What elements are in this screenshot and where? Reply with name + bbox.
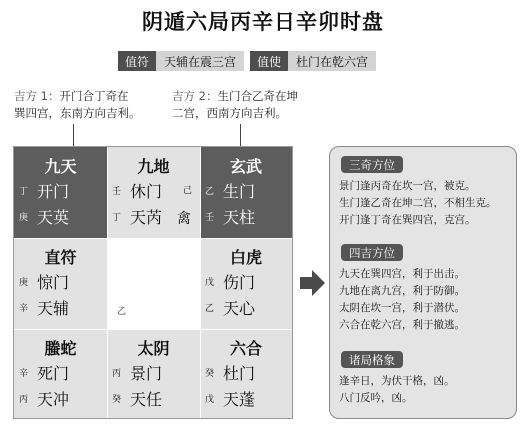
section-title-patterns: 诸局格象 — [341, 351, 403, 368]
earth-stem: 辛 — [19, 303, 29, 314]
star-name: 天柱 — [223, 207, 256, 227]
note-1-pointer — [73, 124, 74, 146]
door-name: 景门 — [130, 363, 163, 383]
section-line: 九天在巽四宫，利于出击。 — [339, 268, 465, 280]
section-line: 太阴在坎一宫，利于潜伏。 — [339, 302, 465, 314]
palace-god: 玄武 — [229, 157, 262, 176]
palace-northwest — [200, 329, 292, 418]
palace-star-row — [205, 205, 255, 227]
palace-star-row — [205, 387, 255, 409]
analysis-panel — [329, 146, 517, 419]
star-name: 天英 — [37, 207, 70, 227]
palace-god: 螣蛇 — [44, 339, 77, 358]
door-name: 杜门 — [223, 363, 256, 383]
duty-door-value: 杜门在乾六宫 — [288, 51, 376, 71]
nine-palace-grid — [13, 146, 293, 419]
palace-north — [107, 329, 200, 418]
palace-star-row — [205, 296, 255, 318]
section-line: 开门逢丁奇在巽四宫，克宫。 — [339, 214, 476, 226]
earth-stem: 戊 — [205, 394, 215, 405]
palace-god: 白虎 — [229, 248, 262, 267]
palace-star-row — [112, 205, 162, 227]
palace-door-row — [19, 361, 69, 383]
palace-god: 直符 — [44, 248, 77, 267]
heaven-stem: 丁 — [19, 186, 29, 197]
palace-west — [200, 238, 292, 329]
earth-stem: 乙 — [205, 303, 215, 314]
grid-divider — [200, 147, 201, 418]
section-line: 八门反吟，凶。 — [339, 392, 413, 404]
duty-door-label: 值使 — [250, 51, 288, 71]
heaven-stem: 戊 — [205, 277, 215, 288]
heaven-stem: 癸 — [205, 368, 215, 379]
door-name: 生门 — [223, 181, 256, 201]
heaven-stem: 辛 — [19, 368, 29, 379]
section-line: 景门逢丙奇在坎一宫，被克。 — [339, 180, 476, 192]
palace-star-row — [19, 296, 69, 318]
palace-star-row — [112, 387, 162, 409]
palace-star-row — [19, 205, 69, 227]
section-line: 六合在乾六宫，利于撤逃。 — [339, 319, 465, 331]
palace-south — [107, 147, 200, 238]
lodged-star: 禽 — [177, 211, 191, 227]
star-name: 天冲 — [37, 389, 70, 409]
section-line: 逢辛日，为伏干格，凶。 — [339, 375, 455, 387]
palace-god: 太阴 — [137, 339, 170, 358]
door-name: 伤门 — [223, 272, 256, 292]
palace-god: 九地 — [137, 157, 170, 176]
star-name: 天心 — [223, 298, 256, 318]
palace-door-row — [112, 179, 162, 201]
earth-stem: 癸 — [112, 394, 122, 405]
grid-divider — [14, 329, 292, 330]
door-name: 开门 — [37, 181, 70, 201]
section-line: 生门逢乙奇在坤二宫，不相生克。 — [339, 197, 497, 209]
palace-star-row — [19, 387, 69, 409]
palace-southeast — [14, 147, 107, 238]
duty-star-label: 值符 — [118, 51, 156, 71]
palace-door-row — [112, 361, 162, 383]
palace-center — [107, 238, 200, 329]
note-2-line1: 生门合乙奇在坤 — [217, 89, 298, 103]
duty-header — [118, 51, 376, 71]
palace-door-row — [205, 270, 255, 292]
palace-god: 九天 — [44, 157, 77, 176]
section-title-four-auspicious: 四吉方位 — [341, 244, 403, 261]
door-name: 惊门 — [37, 272, 70, 292]
earth-stem: 庚 — [19, 212, 29, 223]
earth-stem: 丁 — [112, 212, 122, 223]
door-name: 死门 — [37, 363, 70, 383]
star-name: 天蓬 — [223, 389, 256, 409]
hidden-stem: 己 — [183, 186, 193, 196]
note-2-pointer — [240, 124, 241, 146]
note-2-line2: 二宫，西南方向吉利。 — [172, 106, 287, 120]
auspicious-note-1 — [14, 88, 141, 122]
heaven-stem: 乙 — [205, 186, 215, 197]
heaven-stem: 庚 — [19, 277, 29, 288]
center-stem: 乙 — [117, 307, 127, 317]
star-name: 天辅 — [37, 298, 70, 318]
note-1-line1: 开门合丁奇在 — [59, 89, 129, 103]
section-title-three-wonders: 三奇方位 — [341, 156, 403, 173]
note-1-line2: 巽四宫，东南方向吉利。 — [14, 106, 141, 120]
grid-divider — [107, 147, 108, 418]
palace-east — [14, 238, 107, 329]
door-name: 休门 — [130, 181, 163, 201]
palace-door-row — [205, 179, 255, 201]
palace-god: 六合 — [229, 339, 262, 358]
page-title: 阴遁六局丙辛日辛卯时盘 — [142, 10, 384, 34]
palace-northeast — [14, 329, 107, 418]
earth-stem: 丙 — [19, 394, 29, 405]
note-2-prefix: 吉方 2： — [172, 89, 218, 103]
earth-stem: 壬 — [205, 212, 215, 223]
heaven-stem: 壬 — [112, 186, 122, 197]
grid-divider — [14, 238, 292, 239]
arrow-right-icon — [300, 268, 326, 298]
star-name: 天芮 — [130, 207, 163, 227]
section-line: 九地在离九宫，利于防御。 — [339, 285, 465, 297]
duty-star-value: 天辅在震三宫 — [156, 51, 244, 71]
heaven-stem: 丙 — [112, 368, 122, 379]
palace-door-row — [19, 179, 69, 201]
palace-door-row — [19, 270, 69, 292]
star-name: 天任 — [130, 389, 163, 409]
note-1-prefix: 吉方 1： — [14, 89, 60, 103]
palace-southwest — [200, 147, 292, 238]
palace-door-row — [205, 361, 255, 383]
auspicious-note-2 — [172, 88, 298, 122]
